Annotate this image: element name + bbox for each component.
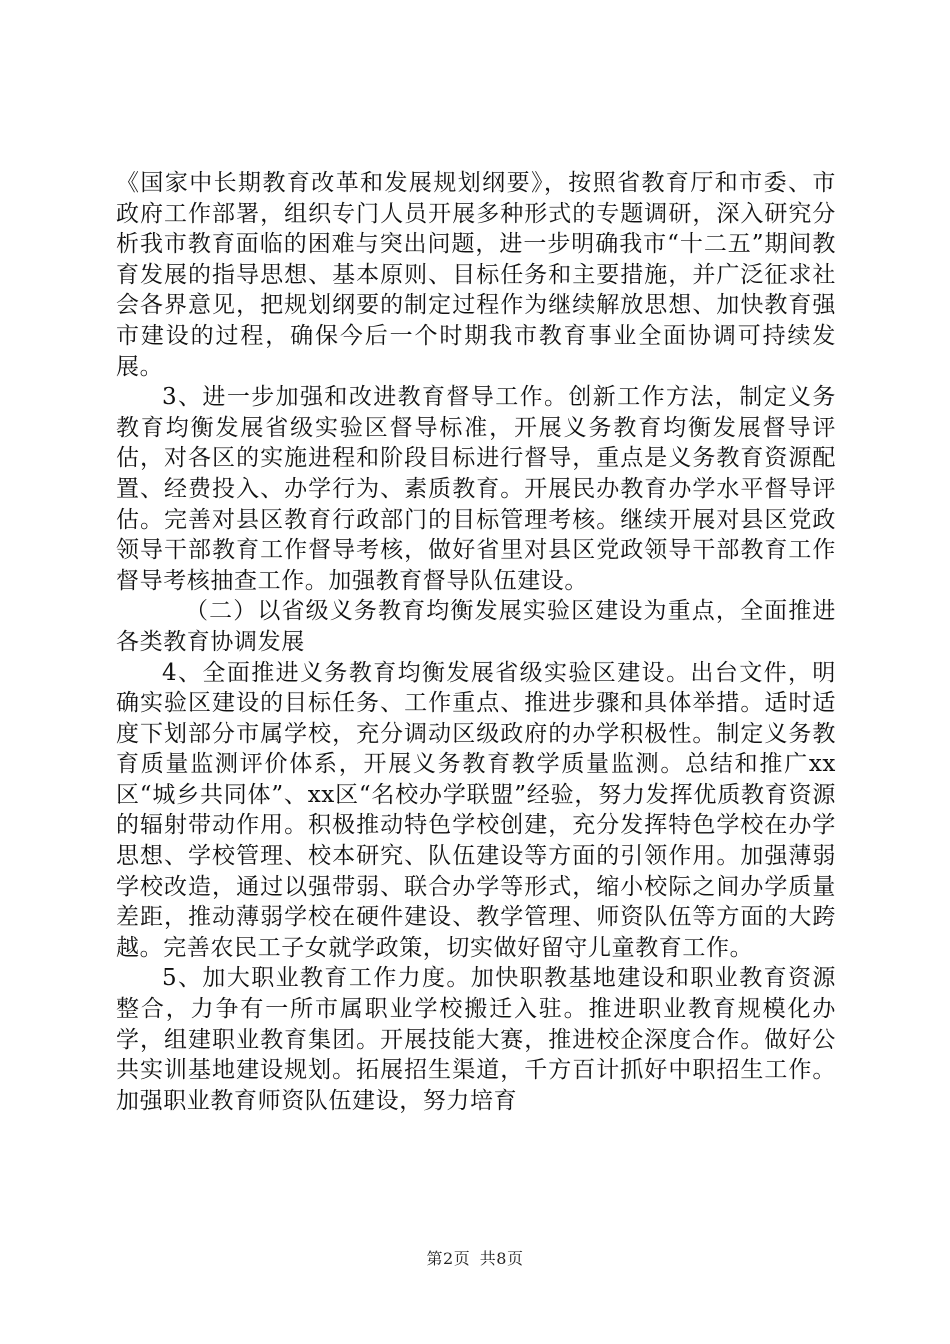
paragraph-continuation: 《国家中长期教育改革和发展规划纲要》，按照省教育厅和市委、市政府工作部署，组织专门人员开展多种形式的专题调研，深入研究分析我市教育面临的困难与突出问题，进一步明确我市“十二五”期间教育发展的指导思想、基本原则、目标任务和主要措施，并广泛征求社会各界意见，把规划纲要的制定过程作为继续解放思想、加快教育强市建设的过程，确保今后一个时期我市教育事业全面协调可持续发展。 bbox=[116, 170, 836, 380]
page-footer bbox=[0, 1246, 950, 1269]
paragraph-item-4: 4、全面推进义务教育均衡发展省级实验区建设。出台文件，明确实验区建设的目标任务、工作重点、推进步骤和具体举措。适时适度下划部分市属学校，充分调动区级政府的办学积极性。制定义务教育质量监测评价体系，开展义务教育教学质量监测。总结和推广xx区“城乡共同体”、xx区“名校办学联盟”经验，努力发挥优质教育资源的辐射带动作用。积极推动特色学校创建，充分发挥特色学校在办学思想、学校管理、校本研究、队伍建设等方面的引领作用。加强薄弱学校改造，通过以强带弱、联合办学等形式，缩小校际之间办学质量差距，推动薄弱学校在硬件建设、教学管理、师资队伍等方面的大跨越。完善农民工子女就学政策，切实做好留守儿童教育工作。 bbox=[116, 659, 836, 961]
page-number: 第2页 bbox=[426, 1249, 471, 1268]
document-body bbox=[116, 168, 836, 1116]
paragraph-item-5: 5、加大职业教育工作力度。加快职教基地建设和职业教育资源整合，力争有一所市属职业学校搬迁入驻。推进职业教育规模化办学，组建职业教育集团。开展技能大赛，推进校企深度合作。做好公共实训基地建设规划。拓展招生渠道，千方百计抓好中职招生工作。加强职业教育师资队伍建设，努力培育 bbox=[116, 965, 836, 1114]
section-heading-2: （二）以省级义务教育均衡发展实验区建设为重点，全面推进各类教育协调发展 bbox=[116, 598, 836, 655]
page-total: 共8页 bbox=[479, 1249, 524, 1268]
paragraph-item-3: 3、进一步加强和改进教育督导工作。创新工作方法，制定义务教育均衡发展省级实验区督导标准，开展义务教育均衡发展督导评估，对各区的实施进程和阶段目标进行督导，重点是义务教育资源配置、经费投入、办学行为、素质教育。开展民办教育办学水平督导评估。完善对县区教育行政部门的目标管理考核。继续开展对县区党政领导干部教育工作督导考核，做好省里对县区党政领导干部教育工作督导考核抽查工作。加强教育督导队伍建设。 bbox=[116, 384, 836, 594]
